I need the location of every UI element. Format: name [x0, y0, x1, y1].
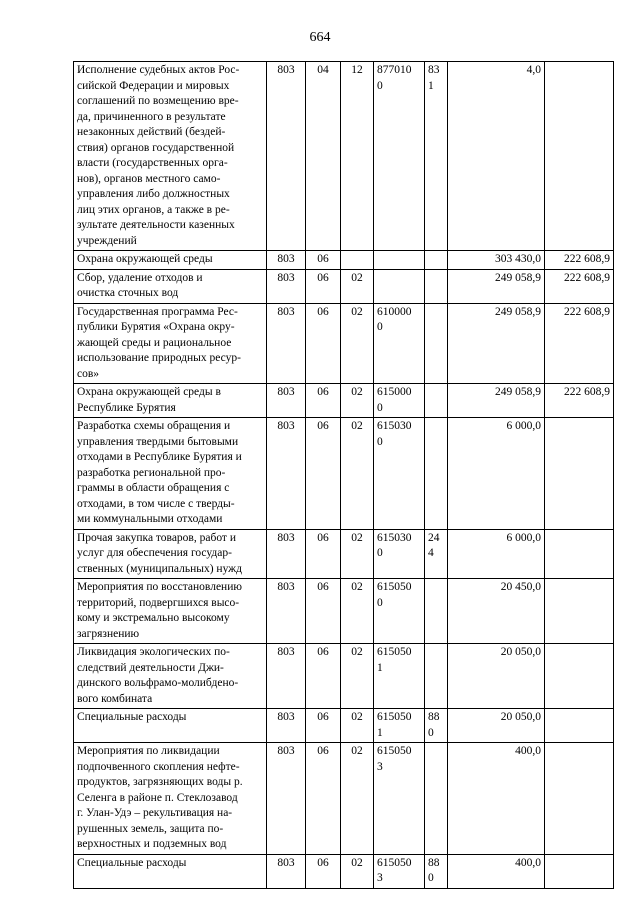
subsection-code-cell-text: 02 [351, 271, 363, 284]
subsection-code-cell-text: 02 [351, 531, 363, 544]
subsection-code-cell-text: 02 [351, 386, 363, 398]
row-name-cell [74, 529, 267, 579]
section-code-cell-text: 06 [317, 386, 329, 398]
subsection-code-cell [341, 854, 374, 888]
row-name-cell-text: Прочая закупка товаров, работ и услуг для обеспечения государ- ственных (муниципальных) нужд [77, 531, 242, 575]
amount-year2-cell-text: 222 608,9 [564, 305, 610, 318]
subsection-code-cell [341, 62, 374, 251]
target-article-cell-text: 877010 0 [377, 64, 412, 92]
amount-year2-cell-text: 222 608,9 [564, 253, 610, 265]
section-code-cell [306, 418, 341, 530]
subsection-code-cell [341, 579, 374, 644]
grbs-code-cell [267, 743, 306, 855]
target-article-cell [374, 269, 425, 303]
grbs-code-cell [267, 62, 306, 251]
row-name-cell-text: Исполнение судебных актов Рос- сийской Федерации и мировых соглашений по возмещению вре- да, причиненного в результате незаконных действий (бездей- ствия) органов государственной власти (государственных орга- нов), органов местного само- управления либо должностных лиц этих органов, а также в ре- зультате деятельности казенных учреждений [77, 64, 240, 247]
table-row [74, 269, 614, 303]
grbs-code-cell-text: 803 [277, 253, 295, 265]
table-row [74, 709, 614, 743]
section-code-cell [306, 644, 341, 709]
expense-type-cell [425, 709, 448, 743]
table-row [74, 529, 614, 579]
table-row [74, 251, 614, 270]
subsection-code-cell [341, 743, 374, 855]
expense-type-cell [425, 579, 448, 644]
expense-type-cell-text: 24 4 [428, 531, 440, 559]
row-name-cell [74, 644, 267, 709]
expense-type-cell [425, 529, 448, 579]
amount-year1-cell-text: 249 058,9 [495, 386, 541, 398]
grbs-code-cell-text: 803 [277, 386, 295, 398]
section-code-cell [306, 743, 341, 855]
table-row [74, 384, 614, 418]
section-code-cell [306, 251, 341, 270]
row-name-cell-text: Государственная программа Рес- публики Бурятия «Охрана окру- жающей среды и рациональное использование природных ресур- сов» [77, 305, 241, 380]
amount-year2-cell [545, 854, 614, 888]
target-article-cell-text: 615050 1 [377, 711, 412, 739]
row-name-cell-text: Разработка схемы обращения и управления твердыми бытовыми отходами в Республике Бурятия и разработка региональной про- граммы в области обращения с отходами, в том числе с тверды- ми коммунальными отходами [77, 420, 242, 525]
expense-type-cell [425, 251, 448, 270]
amount-year1-cell-text: 20 450,0 [500, 581, 541, 593]
grbs-code-cell-text: 803 [277, 420, 295, 432]
budget-table-body [74, 62, 614, 889]
table-row [74, 418, 614, 530]
amount-year1-cell-text: 400,0 [515, 745, 541, 757]
section-code-cell-text: 06 [317, 856, 329, 869]
subsection-code-cell-text: 02 [351, 745, 363, 757]
amount-year2-cell [545, 303, 614, 384]
grbs-code-cell [267, 384, 306, 418]
subsection-code-cell [341, 251, 374, 270]
amount-year1-cell-text: 249 058,9 [495, 271, 541, 284]
grbs-code-cell [267, 418, 306, 530]
section-code-cell [306, 303, 341, 384]
grbs-code-cell [267, 579, 306, 644]
grbs-code-cell [267, 251, 306, 270]
grbs-code-cell-text: 803 [277, 856, 295, 869]
amount-year1-cell [448, 529, 545, 579]
section-code-cell [306, 579, 341, 644]
amount-year2-cell [545, 743, 614, 855]
row-name-cell [74, 418, 267, 530]
grbs-code-cell [267, 269, 306, 303]
section-code-cell-text: 06 [317, 253, 329, 265]
row-name-cell [74, 62, 267, 251]
row-name-cell-text: Мероприятия по ликвидации подпочвенного скопления нефте- продуктов, загрязняющих воды р. Селенга в районе п. Стеклозавод г. Улан-Удэ – рекультивация на- рушенных земель, защита по- верхностных и подземных вод [77, 745, 243, 850]
grbs-code-cell [267, 709, 306, 743]
table-row [74, 743, 614, 855]
expense-type-cell [425, 384, 448, 418]
target-article-cell [374, 384, 425, 418]
row-name-cell-text: Ликвидация экологических по- следствий деятельности Джи- динского вольфрамо-молибдено- вого комбината [77, 646, 239, 705]
section-code-cell-text: 06 [317, 271, 329, 284]
section-code-cell [306, 269, 341, 303]
target-article-cell [374, 854, 425, 888]
table-row [74, 303, 614, 384]
amount-year1-cell [448, 743, 545, 855]
grbs-code-cell [267, 644, 306, 709]
section-code-cell [306, 529, 341, 579]
target-article-cell [374, 418, 425, 530]
section-code-cell-text: 06 [317, 581, 329, 593]
grbs-code-cell-text: 803 [277, 745, 295, 757]
table-row [74, 62, 614, 251]
target-article-cell-text: 615050 1 [377, 646, 412, 674]
amount-year1-cell [448, 251, 545, 270]
amount-year1-cell-text: 303 430,0 [495, 253, 541, 265]
row-name-cell [74, 251, 267, 270]
row-name-cell-text: Мероприятия по восстановлению территорий, подвергшихся высо- кому и экстремально высокому загрязнению [77, 581, 242, 640]
subsection-code-cell-text: 02 [351, 581, 363, 593]
amount-year1-cell [448, 644, 545, 709]
expense-type-cell [425, 303, 448, 384]
target-article-cell [374, 743, 425, 855]
target-article-cell [374, 644, 425, 709]
expense-type-cell-text: 88 0 [428, 711, 440, 739]
target-article-cell [374, 251, 425, 270]
target-article-cell-text: 615030 0 [377, 531, 412, 559]
amount-year1-cell [448, 854, 545, 888]
table-row [74, 579, 614, 644]
section-code-cell-text: 06 [317, 646, 329, 658]
grbs-code-cell [267, 854, 306, 888]
row-name-cell [74, 579, 267, 644]
target-article-cell [374, 579, 425, 644]
grbs-code-cell-text: 803 [277, 581, 295, 593]
subsection-code-cell [341, 303, 374, 384]
amount-year2-cell [545, 709, 614, 743]
row-name-cell-text: Специальные расходы [77, 856, 187, 869]
row-name-cell-text: Охрана окружающей среды в Республике Бурятия [77, 386, 221, 414]
amount-year2-cell [545, 251, 614, 270]
subsection-code-cell-text: 02 [351, 856, 363, 869]
section-code-cell-text: 06 [317, 711, 329, 723]
amount-year1-cell [448, 579, 545, 644]
subsection-code-cell [341, 384, 374, 418]
target-article-cell-text: 615050 3 [377, 745, 412, 773]
amount-year2-cell [545, 269, 614, 303]
target-article-cell [374, 62, 425, 251]
expense-type-cell [425, 644, 448, 709]
amount-year2-cell [545, 579, 614, 644]
amount-year2-cell [545, 529, 614, 579]
row-name-cell [74, 854, 267, 888]
subsection-code-cell [341, 269, 374, 303]
target-article-cell [374, 303, 425, 384]
expense-type-cell [425, 854, 448, 888]
subsection-code-cell-text: 12 [351, 64, 363, 76]
grbs-code-cell-text: 803 [277, 531, 295, 544]
amount-year2-cell [545, 384, 614, 418]
section-code-cell [306, 384, 341, 418]
expense-type-cell [425, 62, 448, 251]
row-name-cell [74, 384, 267, 418]
subsection-code-cell [341, 644, 374, 709]
subsection-code-cell [341, 529, 374, 579]
subsection-code-cell-text: 02 [351, 305, 363, 318]
subsection-code-cell-text: 02 [351, 711, 363, 723]
expense-type-cell-text: 83 1 [428, 64, 440, 92]
target-article-cell [374, 529, 425, 579]
grbs-code-cell-text: 803 [277, 646, 295, 658]
amount-year1-cell-text: 6 000,0 [506, 531, 541, 544]
amount-year1-cell-text: 400,0 [515, 856, 541, 869]
amount-year2-cell [545, 644, 614, 709]
amount-year2-cell [545, 62, 614, 251]
expense-type-cell [425, 418, 448, 530]
table-row [74, 644, 614, 709]
grbs-code-cell-text: 803 [277, 711, 295, 723]
amount-year2-cell [545, 418, 614, 530]
expense-type-cell [425, 743, 448, 855]
target-article-cell-text: 610000 0 [377, 305, 412, 333]
amount-year1-cell-text: 249 058,9 [495, 305, 541, 318]
row-name-cell [74, 709, 267, 743]
target-article-cell-text: 615050 0 [377, 581, 412, 609]
row-name-cell [74, 303, 267, 384]
amount-year1-cell-text: 20 050,0 [500, 646, 541, 658]
grbs-code-cell-text: 803 [277, 271, 295, 284]
amount-year1-cell-text: 4,0 [526, 64, 541, 76]
amount-year1-cell [448, 62, 545, 251]
budget-table [73, 61, 614, 889]
amount-year1-cell [448, 303, 545, 384]
subsection-code-cell-text: 02 [351, 420, 363, 432]
section-code-cell [306, 709, 341, 743]
expense-type-cell-text: 88 0 [428, 856, 440, 884]
amount-year1-cell-text: 20 050,0 [500, 711, 541, 723]
grbs-code-cell [267, 303, 306, 384]
subsection-code-cell [341, 709, 374, 743]
row-name-cell [74, 269, 267, 303]
section-code-cell-text: 06 [317, 420, 329, 432]
amount-year2-cell-text: 222 608,9 [564, 271, 610, 284]
section-code-cell-text: 06 [317, 305, 329, 318]
expense-type-cell [425, 269, 448, 303]
amount-year2-cell-text: 222 608,9 [564, 386, 610, 398]
section-code-cell [306, 854, 341, 888]
subsection-code-cell-text: 02 [351, 646, 363, 658]
grbs-code-cell [267, 529, 306, 579]
row-name-cell-text: Охрана окружающей среды [77, 253, 213, 265]
target-article-cell-text: 615050 3 [377, 856, 412, 884]
target-article-cell [374, 709, 425, 743]
section-code-cell-text: 04 [317, 64, 329, 76]
amount-year1-cell [448, 384, 545, 418]
section-code-cell-text: 06 [317, 745, 329, 757]
amount-year1-cell-text: 6 000,0 [506, 420, 541, 432]
grbs-code-cell-text: 803 [277, 64, 295, 76]
row-name-cell-text: Специальные расходы [77, 711, 187, 723]
table-row [74, 854, 614, 888]
section-code-cell [306, 62, 341, 251]
amount-year1-cell [448, 709, 545, 743]
target-article-cell-text: 615000 0 [377, 386, 412, 414]
amount-year1-cell [448, 269, 545, 303]
page-number: 664 [309, 30, 331, 45]
section-code-cell-text: 06 [317, 531, 329, 544]
amount-year1-cell [448, 418, 545, 530]
row-name-cell-text: Сбор, удаление отходов и очистка сточных вод [77, 271, 203, 299]
subsection-code-cell [341, 418, 374, 530]
row-name-cell [74, 743, 267, 855]
target-article-cell-text: 615030 0 [377, 420, 412, 448]
grbs-code-cell-text: 803 [277, 305, 295, 318]
